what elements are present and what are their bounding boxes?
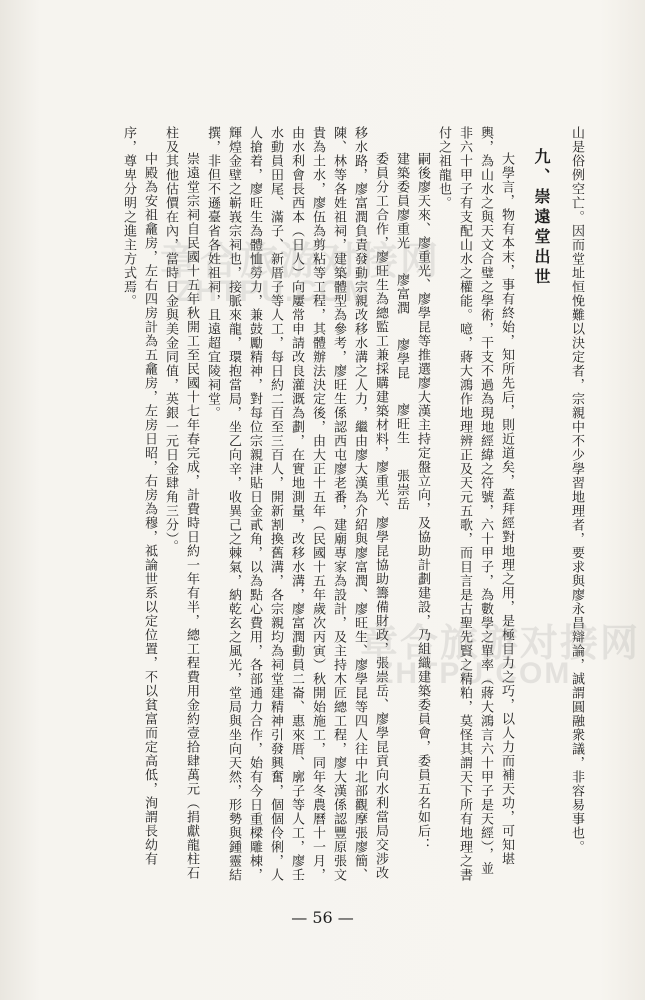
paragraph-1: 大學言，物有本末，事有終始，知所先后，則近道矣，蓋拜經對地理之用，是極目力之巧，以人力而補天功，可知堪輿，為山水之與天文合璧之學術，干支不過為現地經緯之符號，六十甲子，為數學之單率（蔣大鴻言六十甲子是天經），並非六十甲子有支配山水之權能。噫，蔣大鴻作地理辨正及天元五歌，而目言是古聖先賢之精粕，莫怪其謂天下所有地理之書付之祖龍也。 — [436, 126, 514, 882]
committee-member: 廖富潤 — [394, 273, 409, 316]
section-title: 九、崇遠堂出世 — [532, 148, 551, 288]
committee-member: 張崇岳 — [394, 468, 409, 511]
intro-column: 山是俗例空亡。因而堂址恒悗難以決定者，宗親中不少學習地理者，要求與廖永昌辯論，誠謂圓融衆議，非容易事也。 — [569, 126, 584, 854]
paragraph-4: 崇遠堂宗祠自民國十五年秋開工至民國十七年春完成，計費時日約一年有半，總工程費用金約壹拾肆萬元（捐獻龍柱石柱及其他估價在內，當時日金與美金同值，英銀一元日金肆角三分）。 — [163, 126, 199, 880]
paragraph-5: 中殿為安祖龕房，左右四房計為五龕房，左房日昭，右房為穆，祗論世系以定位置，不以貧富而定高低，洵謂長幼有序，尊卑分明之進主方式焉。 — [121, 126, 157, 866]
committee-member: 廖學昆 — [394, 338, 409, 381]
watermark-text: 章合旅游对接网 — [360, 623, 641, 665]
watermark-url: ZHTPU.COM — [375, 657, 572, 690]
page-number: — 56 — — [291, 908, 354, 927]
committee-member: 廖旺生 — [394, 403, 409, 446]
watermark-text: 章合旅游对接网 — [160, 241, 441, 283]
watermark-url: ZHTPU.COM — [175, 275, 372, 308]
committee-list — [391, 126, 412, 886]
paragraph-2: 嗣後廖天來、廖重光、廖學昆等推選廖大漢主持定盤立向，及協助計劃建設，乃組織建築委員會，委員五名如后： — [415, 152, 430, 852]
committee-label: 建築委員廖重光 — [394, 152, 409, 250]
paragraph-3: 委員分工合作，廖旺生為總監工兼採購建築材料，廖重光、廖學昆協助籌備財政，張崇岳、廖學昆貢向水利當局交涉改移水路，廖富潤負責發動宗親改移水溝之人力，繼由廖大漢為介紹與廖富潤、廖旺生、廖學昆等四人往中北部觀摩張廖簡、陳、林等各姓祖祠，建築體型為參考，廖旺生係認西屯廖老番，建廟專家為設計，及主持木匠總工程，廖大漢係認豐原張文貴為土水，廖伍為剪粘等工程，其體辦法決定後，由大正十五年（民國十五年歲次丙寅）秋開始施工，同年冬農曆十一月，由水利會長西本（日人）向屢常申請改良灌溉為劃，在實地測量，改移水溝，廖富潤動員二崙、惠來厝、廓子等人工，廖壬水動員田尾、滿子、新厝子等人工，每日約二百至三百人，開新割換舊溝，各宗親均為祠堂建精神引發興奮，個個伶俐，人人搶着，廖旺生為體恤勞力，兼鼓勵精神，對每位宗親津貼日金貳角，以為點心費用，各部通力合作，始有今日重樑雕棟，輝煌金壁之嶄峩宗祠也，接脈來龍，環抱當局，坐乙向辛，收異己之棘氣，納乾玄之風光，堂局與坐向天然，形勢與鍾靈結撰，非但不遜臺省各姓祖祠，且遠超宜陵祠堂。 — [205, 126, 388, 882]
vertical-text-body — [57, 126, 587, 886]
